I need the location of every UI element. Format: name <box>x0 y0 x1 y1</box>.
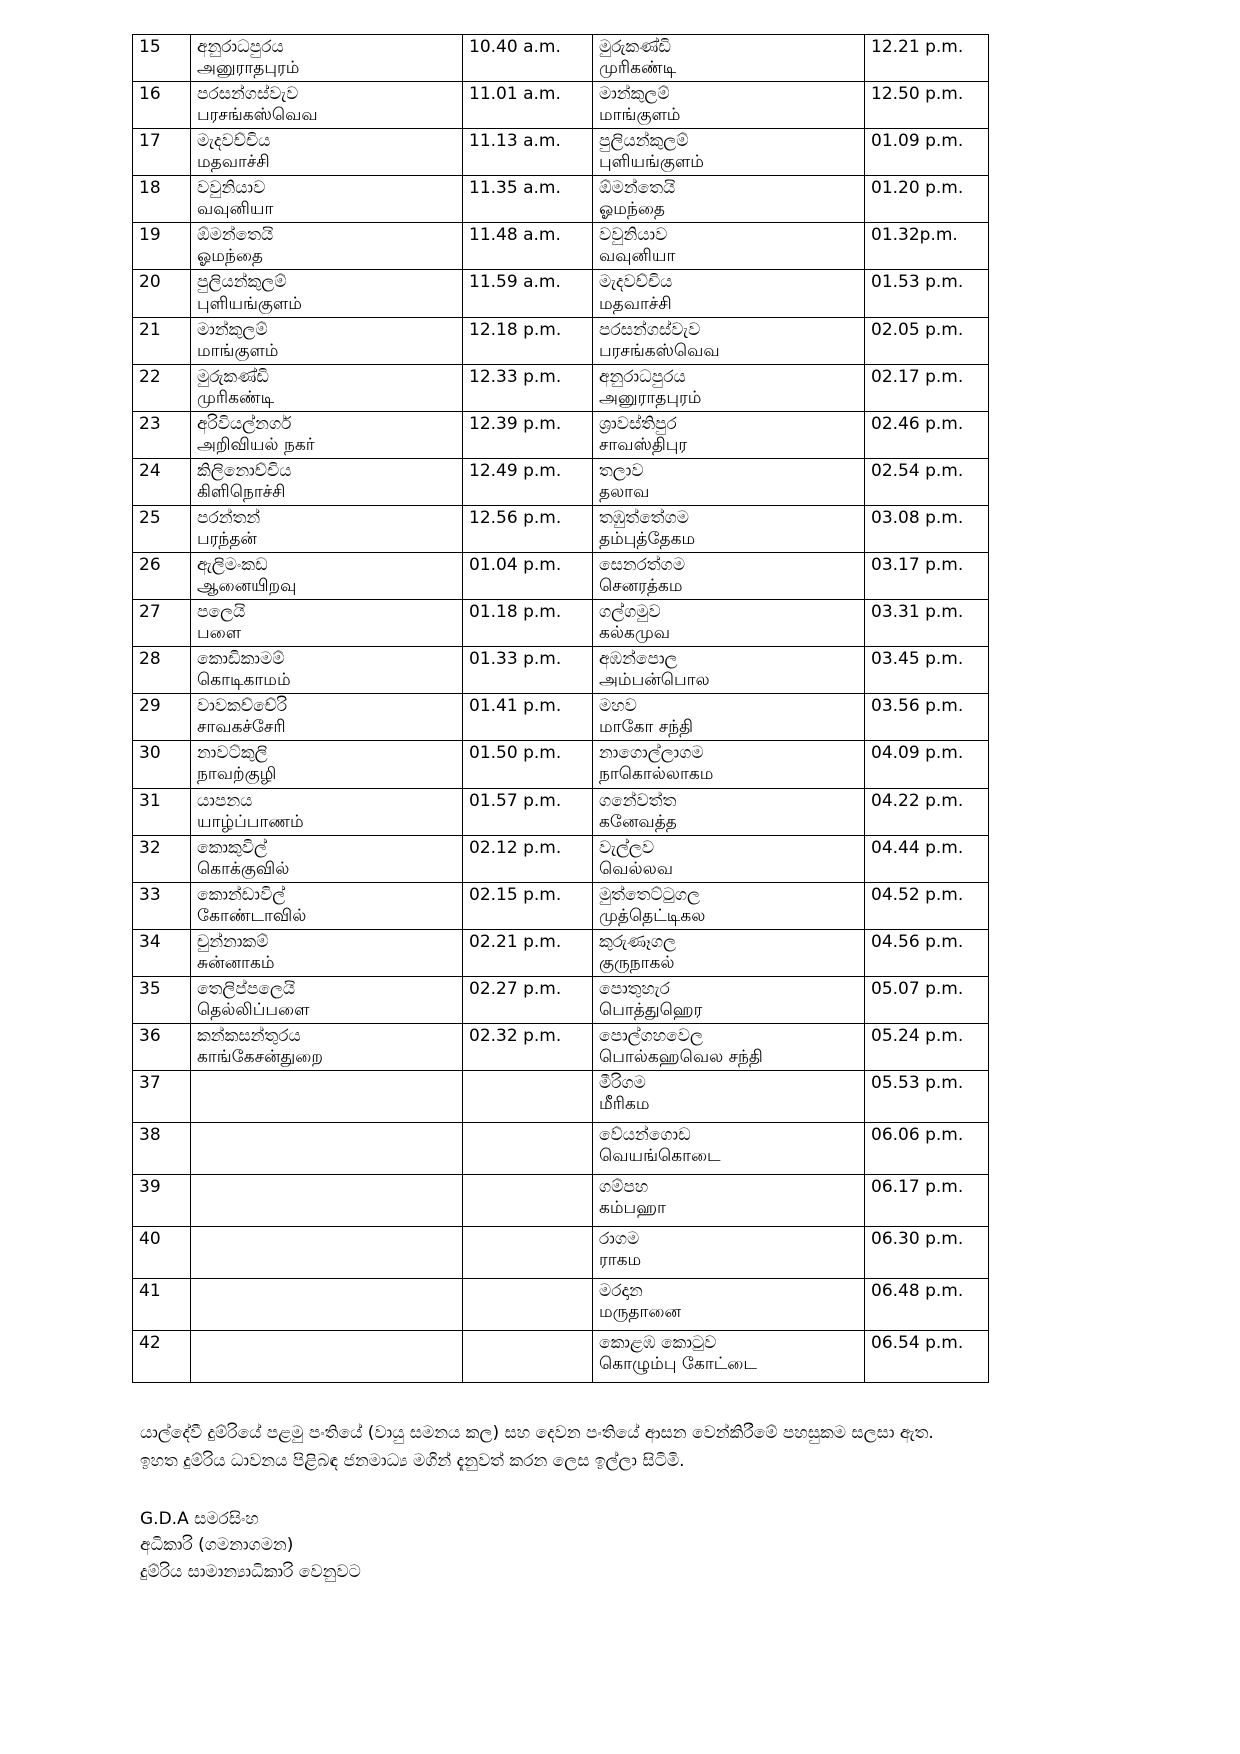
row-number: 25 <box>133 505 191 552</box>
arrival-station <box>593 600 865 647</box>
arrival-station-sinhala: කුරුණෑගල <box>599 931 676 952</box>
departure-station-tamil: அனுராதபுரம் <box>197 58 300 79</box>
departure-station-tamil: பளை <box>197 623 242 644</box>
departure-station-tamil: சுன்னாகம் <box>197 952 275 973</box>
table-row <box>133 882 989 929</box>
arrival-station-sinhala: කොළඹ කොටුව <box>599 1333 717 1354</box>
departure-station-tamil: யாழ்ப்பாணம் <box>197 811 304 832</box>
departure-station <box>191 1227 463 1279</box>
table-row <box>133 270 989 317</box>
arrival-station <box>593 317 865 364</box>
departure-time: 11.35 a.m. <box>463 176 593 223</box>
row-number: 20 <box>133 270 191 317</box>
departure-time: 01.41 p.m. <box>463 694 593 741</box>
departure-time: 11.59 a.m. <box>463 270 593 317</box>
arrival-station-tamil: முத்தெட்டிகல <box>599 905 706 926</box>
table-row <box>133 129 989 176</box>
departure-time <box>463 1071 593 1123</box>
departure-station-tamil: கோண்டாவில் <box>197 905 307 926</box>
arrival-station-sinhala: මැදවච්චිය <box>599 272 673 293</box>
arrival-time: 04.44 p.m. <box>865 835 989 882</box>
arrival-station-sinhala: අනුරාධපුරය <box>599 366 686 387</box>
row-number: 24 <box>133 458 191 505</box>
departure-time: 01.04 p.m. <box>463 553 593 600</box>
arrival-time: 03.56 p.m. <box>865 694 989 741</box>
departure-station <box>191 647 463 694</box>
arrival-time: 02.17 p.m. <box>865 364 989 411</box>
arrival-station <box>593 976 865 1023</box>
departure-station <box>191 741 463 788</box>
row-number: 36 <box>133 1023 191 1070</box>
departure-station-sinhala: අරිවියල්නගර් <box>197 413 292 434</box>
table-row <box>133 647 989 694</box>
arrival-station-tamil: கனேவத்த <box>599 811 677 832</box>
arrival-station <box>593 1227 865 1279</box>
arrival-time: 03.45 p.m. <box>865 647 989 694</box>
table-row <box>133 553 989 600</box>
row-number: 34 <box>133 929 191 976</box>
table-row <box>133 82 989 129</box>
arrival-station-sinhala: පරසන්ගස්වැව <box>599 319 701 340</box>
departure-station <box>191 1023 463 1070</box>
departure-station-tamil: காங்கேசன்துறை <box>197 1047 323 1068</box>
arrival-station <box>593 835 865 882</box>
departure-station <box>191 223 463 270</box>
arrival-station <box>593 223 865 270</box>
departure-time: 12.56 p.m. <box>463 505 593 552</box>
arrival-station-sinhala: අඹන්පොල <box>599 649 678 670</box>
departure-station-sinhala: ඇලිමංකඩ <box>197 555 268 576</box>
departure-station <box>191 1123 463 1175</box>
row-number: 26 <box>133 553 191 600</box>
departure-station <box>191 35 463 82</box>
table-row <box>133 35 989 82</box>
row-number: 23 <box>133 411 191 458</box>
row-number: 38 <box>133 1123 191 1175</box>
arrival-station-sinhala: මුත්තෙට්ටුගල <box>599 884 700 905</box>
arrival-station <box>593 364 865 411</box>
table-row <box>133 929 989 976</box>
departure-station-tamil: தெல்லிப்பளை <box>197 999 310 1020</box>
arrival-station <box>593 647 865 694</box>
departure-station <box>191 82 463 129</box>
arrival-station-sinhala: මහව <box>599 696 637 717</box>
arrival-station <box>593 82 865 129</box>
arrival-time: 12.21 p.m. <box>865 35 989 82</box>
departure-station <box>191 270 463 317</box>
table-row <box>133 1023 989 1070</box>
departure-station-tamil: சாவகச்சேரி <box>197 717 286 738</box>
departure-station-tamil: புளியங்குளம் <box>197 293 302 314</box>
table-row <box>133 600 989 647</box>
row-number: 32 <box>133 835 191 882</box>
arrival-time: 12.50 p.m. <box>865 82 989 129</box>
table-row <box>133 835 989 882</box>
arrival-station-sinhala: ගම්පහ <box>599 1177 649 1198</box>
arrival-station <box>593 882 865 929</box>
departure-time: 12.18 p.m. <box>463 317 593 364</box>
arrival-station-tamil: சாவஸ்திபுர <box>599 434 688 455</box>
departure-station <box>191 694 463 741</box>
arrival-station-sinhala: මීරිගම <box>599 1073 646 1094</box>
arrival-station-sinhala: රාගම <box>599 1229 640 1250</box>
row-number: 15 <box>133 35 191 82</box>
arrival-station-sinhala: පුලියන්කුලම් <box>599 131 689 152</box>
arrival-time: 02.05 p.m. <box>865 317 989 364</box>
signatory-name: G.D.A සමරසිංහ <box>140 1509 259 1530</box>
table-row <box>133 694 989 741</box>
table-row <box>133 788 989 835</box>
arrival-station-tamil: பொத்துஹெர <box>599 999 703 1020</box>
arrival-time: 03.08 p.m. <box>865 505 989 552</box>
departure-station-tamil: அறிவியல் நகர் <box>197 434 315 455</box>
departure-station-sinhala: කොකුවිල් <box>197 837 267 858</box>
arrival-station-sinhala: තඹුත්තේගම <box>599 507 689 528</box>
arrival-station-tamil: பரசங்கஸ்வெவ <box>599 340 720 361</box>
arrival-time: 03.31 p.m. <box>865 600 989 647</box>
row-number: 31 <box>133 788 191 835</box>
departure-time: 11.01 a.m. <box>463 82 593 129</box>
departure-station-sinhala: පරසන්ගස්වැව <box>197 84 299 105</box>
departure-station <box>191 1071 463 1123</box>
arrival-station-sinhala: ඕමන්තෙයි <box>599 178 676 199</box>
departure-station <box>191 317 463 364</box>
table-row <box>133 976 989 1023</box>
table-row <box>133 458 989 505</box>
departure-time <box>463 1123 593 1175</box>
arrival-station-tamil: மாகோ சந்தி <box>599 717 694 738</box>
row-number: 39 <box>133 1175 191 1227</box>
departure-station-sinhala: මාන්කුලම් <box>197 319 268 340</box>
arrival-station-tamil: கம்பஹா <box>599 1198 666 1219</box>
signature-block <box>132 1506 1120 1585</box>
departure-time <box>463 1175 593 1227</box>
arrival-station-sinhala: තලාව <box>599 460 644 481</box>
departure-station-sinhala: චුන්නාකම් <box>197 931 269 952</box>
arrival-time: 05.53 p.m. <box>865 1071 989 1123</box>
row-number: 19 <box>133 223 191 270</box>
row-number: 40 <box>133 1227 191 1279</box>
signatory-title: අධිකාරි (ගමනාගමන) <box>140 1535 294 1556</box>
departure-station-tamil: வவுனியா <box>197 199 274 220</box>
arrival-station <box>593 553 865 600</box>
table-row <box>133 411 989 458</box>
arrival-station <box>593 741 865 788</box>
table-row <box>133 364 989 411</box>
arrival-time: 06.30 p.m. <box>865 1227 989 1279</box>
arrival-time: 02.54 p.m. <box>865 458 989 505</box>
schedule-body <box>133 35 989 1383</box>
row-number: 29 <box>133 694 191 741</box>
departure-station <box>191 364 463 411</box>
departure-time <box>463 1227 593 1279</box>
row-number: 33 <box>133 882 191 929</box>
table-row <box>133 317 989 364</box>
arrival-time: 01.20 p.m. <box>865 176 989 223</box>
arrival-time: 04.09 p.m. <box>865 741 989 788</box>
arrival-station-tamil: குருநாகல் <box>599 952 675 973</box>
arrival-station-tamil: கொழும்பு கோட்டை <box>599 1354 757 1375</box>
arrival-station <box>593 1123 865 1175</box>
arrival-station <box>593 176 865 223</box>
row-number: 17 <box>133 129 191 176</box>
departure-station-tamil: ஆனையிறவு <box>197 576 297 597</box>
table-row <box>133 741 989 788</box>
arrival-station-tamil: மருதானை <box>599 1302 681 1323</box>
departure-station-tamil: பரசங்கஸ்வெவ <box>197 105 318 126</box>
note-paragraph-2: ඉහත දුම්රිය ධාවනය පිළිබඳ ජනමාධ්‍ය මගින් දැනුවත් කරන ලෙස ඉල්ලා සිටිමි. <box>140 1450 685 1471</box>
row-number: 21 <box>133 317 191 364</box>
arrival-station <box>593 694 865 741</box>
arrival-station-tamil: தம்புத்தேகம <box>599 528 696 549</box>
arrival-station <box>593 411 865 458</box>
departure-time: 12.33 p.m. <box>463 364 593 411</box>
arrival-station-tamil: பொல்கஹவெல சந்தி <box>599 1047 763 1068</box>
departure-time <box>463 1279 593 1331</box>
row-number: 18 <box>133 176 191 223</box>
departure-station <box>191 788 463 835</box>
arrival-time: 06.48 p.m. <box>865 1279 989 1331</box>
row-number: 37 <box>133 1071 191 1123</box>
departure-time: 10.40 a.m. <box>463 35 593 82</box>
arrival-station-tamil: அனுராதபுரம் <box>599 387 702 408</box>
departure-time: 12.39 p.m. <box>463 411 593 458</box>
arrival-station-tamil: ராகம <box>599 1250 642 1271</box>
arrival-station-tamil: வவுனியா <box>599 246 676 267</box>
arrival-station-tamil: மதவாச்சி <box>599 293 672 314</box>
departure-station <box>191 553 463 600</box>
departure-station-sinhala: කන්කසන්තුරය <box>197 1025 301 1046</box>
arrival-station-tamil: புளியங்குளம் <box>599 152 704 173</box>
arrival-station-sinhala: පොල්ගහවෙල <box>599 1025 703 1046</box>
arrival-station <box>593 1279 865 1331</box>
arrival-station-tamil: வெல்லவ <box>599 858 673 879</box>
arrival-time: 04.22 p.m. <box>865 788 989 835</box>
departure-station-sinhala: පුලියන්කුලම් <box>197 272 287 293</box>
arrival-station-tamil: வெயங்கொடை <box>599 1146 721 1167</box>
row-number: 42 <box>133 1331 191 1383</box>
departure-station <box>191 882 463 929</box>
departure-station-sinhala: කොන්ඩාවිල් <box>197 884 286 905</box>
departure-station <box>191 1331 463 1383</box>
arrival-station-sinhala: පොතුහැර <box>599 978 670 999</box>
arrival-station-sinhala: මුරුකණ්ඩි <box>599 37 671 57</box>
departure-station-sinhala: කොඩිකාමම් <box>197 649 285 670</box>
arrival-station <box>593 1023 865 1070</box>
arrival-station-sinhala: වවුනියාව <box>599 225 668 246</box>
table-row <box>133 1279 989 1331</box>
arrival-station-tamil: முரிகண்டி <box>599 58 677 79</box>
departure-time: 12.49 p.m. <box>463 458 593 505</box>
arrival-station-tamil: நாகொல்லாகம <box>599 764 714 785</box>
departure-station <box>191 505 463 552</box>
departure-station-sinhala: අනුරාධපුරය <box>197 37 284 57</box>
row-number: 16 <box>133 82 191 129</box>
arrival-time: 06.17 p.m. <box>865 1175 989 1227</box>
arrival-station-sinhala: ගල්ගමුව <box>599 602 661 623</box>
table-row <box>133 1123 989 1175</box>
arrival-station <box>593 1331 865 1383</box>
arrival-time: 06.06 p.m. <box>865 1123 989 1175</box>
row-number: 22 <box>133 364 191 411</box>
departure-station <box>191 600 463 647</box>
arrival-station <box>593 1175 865 1227</box>
arrival-station-tamil: தலாவ <box>599 481 650 502</box>
arrival-time: 04.56 p.m. <box>865 929 989 976</box>
arrival-station-tamil: ஓமந்தை <box>599 199 666 220</box>
arrival-station-tamil: செனரத்கம <box>599 576 683 597</box>
departure-station-sinhala: වවුනියාව <box>197 178 266 199</box>
arrival-station <box>593 35 865 82</box>
departure-time <box>463 1331 593 1383</box>
arrival-station-sinhala: මාන්කුලම් <box>599 84 670 105</box>
departure-station <box>191 929 463 976</box>
train-schedule-table <box>132 34 989 1383</box>
departure-station-sinhala: වාවකච්චේරි <box>197 696 288 717</box>
table-row <box>133 1331 989 1383</box>
departure-time: 02.27 p.m. <box>463 976 593 1023</box>
departure-station <box>191 129 463 176</box>
departure-time: 02.32 p.m. <box>463 1023 593 1070</box>
departure-station-tamil: முரிகண்டி <box>197 387 275 408</box>
arrival-time: 01.09 p.m. <box>865 129 989 176</box>
note-paragraph-1: යාල්දේවී දුම්රියේ පළමු පංතියේ (වායු සමනය කල) සහ දෙවන පංතියේ ආසන වෙන්කිරීමේ පහසුකම සලසා ඇත. <box>140 1423 934 1444</box>
arrival-station-sinhala: ශ්‍රාවස්තිපුර <box>599 413 677 434</box>
table-row <box>133 505 989 552</box>
departure-station <box>191 458 463 505</box>
departure-station-tamil: ஓமந்தை <box>197 246 264 267</box>
arrival-station-tamil: மாங்குளம் <box>599 105 681 126</box>
arrival-station <box>593 505 865 552</box>
arrival-time: 05.07 p.m. <box>865 976 989 1023</box>
arrival-station <box>593 788 865 835</box>
table-row <box>133 1175 989 1227</box>
arrival-time: 03.17 p.m. <box>865 553 989 600</box>
departure-station <box>191 176 463 223</box>
departure-station <box>191 1175 463 1227</box>
departure-time: 01.18 p.m. <box>463 600 593 647</box>
arrival-station-tamil: கல்கமுவ <box>599 623 671 644</box>
arrival-station <box>593 129 865 176</box>
arrival-station-sinhala: ගනේවත්ත <box>599 790 677 811</box>
table-row <box>133 1227 989 1279</box>
departure-time: 01.50 p.m. <box>463 741 593 788</box>
departure-time: 11.13 a.m. <box>463 129 593 176</box>
arrival-station-tamil: மீரிகம <box>599 1094 650 1115</box>
arrival-time: 01.53 p.m. <box>865 270 989 317</box>
arrival-station <box>593 458 865 505</box>
departure-time: 02.12 p.m. <box>463 835 593 882</box>
arrival-time: 06.54 p.m. <box>865 1331 989 1383</box>
departure-station-sinhala: පරන්තන් <box>197 507 261 528</box>
departure-station <box>191 411 463 458</box>
arrival-station-sinhala: සෙනරත්ගම <box>599 555 686 576</box>
departure-station-tamil: மதவாச்சி <box>197 152 270 173</box>
departure-station-tamil: பரந்தன் <box>197 528 257 549</box>
arrival-time: 01.32p.m. <box>865 223 989 270</box>
departure-time: 01.57 p.m. <box>463 788 593 835</box>
departure-station-sinhala: මැදවච්චිය <box>197 131 271 152</box>
arrival-station <box>593 270 865 317</box>
arrival-station-tamil: அம்பன்பொல <box>599 670 710 691</box>
departure-time: 02.15 p.m. <box>463 882 593 929</box>
departure-station-sinhala: පලෙයි <box>197 602 246 623</box>
departure-station-tamil: கொடிகாமம் <box>197 670 291 691</box>
departure-station-tamil: கொக்குவில் <box>197 858 290 879</box>
signatory-for-line: දුම්රිය සාමාන්‍යාධිකාරි වෙනුවට <box>140 1561 361 1582</box>
departure-station-tamil: கிளிநொச்சி <box>197 481 286 502</box>
arrival-time: 04.52 p.m. <box>865 882 989 929</box>
row-number: 35 <box>133 976 191 1023</box>
table-row <box>133 223 989 270</box>
departure-station-tamil: நாவற்குழி <box>197 764 277 785</box>
arrival-station <box>593 929 865 976</box>
notes-section <box>132 1421 1120 1474</box>
departure-station <box>191 835 463 882</box>
departure-time: 01.33 p.m. <box>463 647 593 694</box>
departure-station-sinhala: යාපනය <box>197 790 253 811</box>
table-row <box>133 1071 989 1123</box>
departure-time: 02.21 p.m. <box>463 929 593 976</box>
row-number: 30 <box>133 741 191 788</box>
departure-station-sinhala: කිලිනොච්චිය <box>197 460 292 481</box>
arrival-station-sinhala: වැල්ලව <box>599 837 655 858</box>
departure-station <box>191 1279 463 1331</box>
row-number: 28 <box>133 647 191 694</box>
row-number: 27 <box>133 600 191 647</box>
departure-station-sinhala: තෙලිප්පලෙයි <box>197 978 296 999</box>
arrival-station-sinhala: වේයන්ගොඩ <box>599 1125 691 1146</box>
departure-time: 11.48 a.m. <box>463 223 593 270</box>
departure-station <box>191 976 463 1023</box>
departure-station-sinhala: ඕමන්තෙයි <box>197 225 274 246</box>
table-row <box>133 176 989 223</box>
departure-station-sinhala: නාවට්කුලි <box>197 743 268 764</box>
row-number: 41 <box>133 1279 191 1331</box>
arrival-time: 02.46 p.m. <box>865 411 989 458</box>
arrival-station <box>593 1071 865 1123</box>
departure-station-sinhala: මුරුකණ්ඩි <box>197 366 269 387</box>
arrival-time: 05.24 p.m. <box>865 1023 989 1070</box>
departure-station-tamil: மாங்குளம் <box>197 340 279 361</box>
arrival-station-sinhala: මරදාන <box>599 1281 643 1302</box>
arrival-station-sinhala: නාගොල්ලාගම <box>599 743 704 764</box>
